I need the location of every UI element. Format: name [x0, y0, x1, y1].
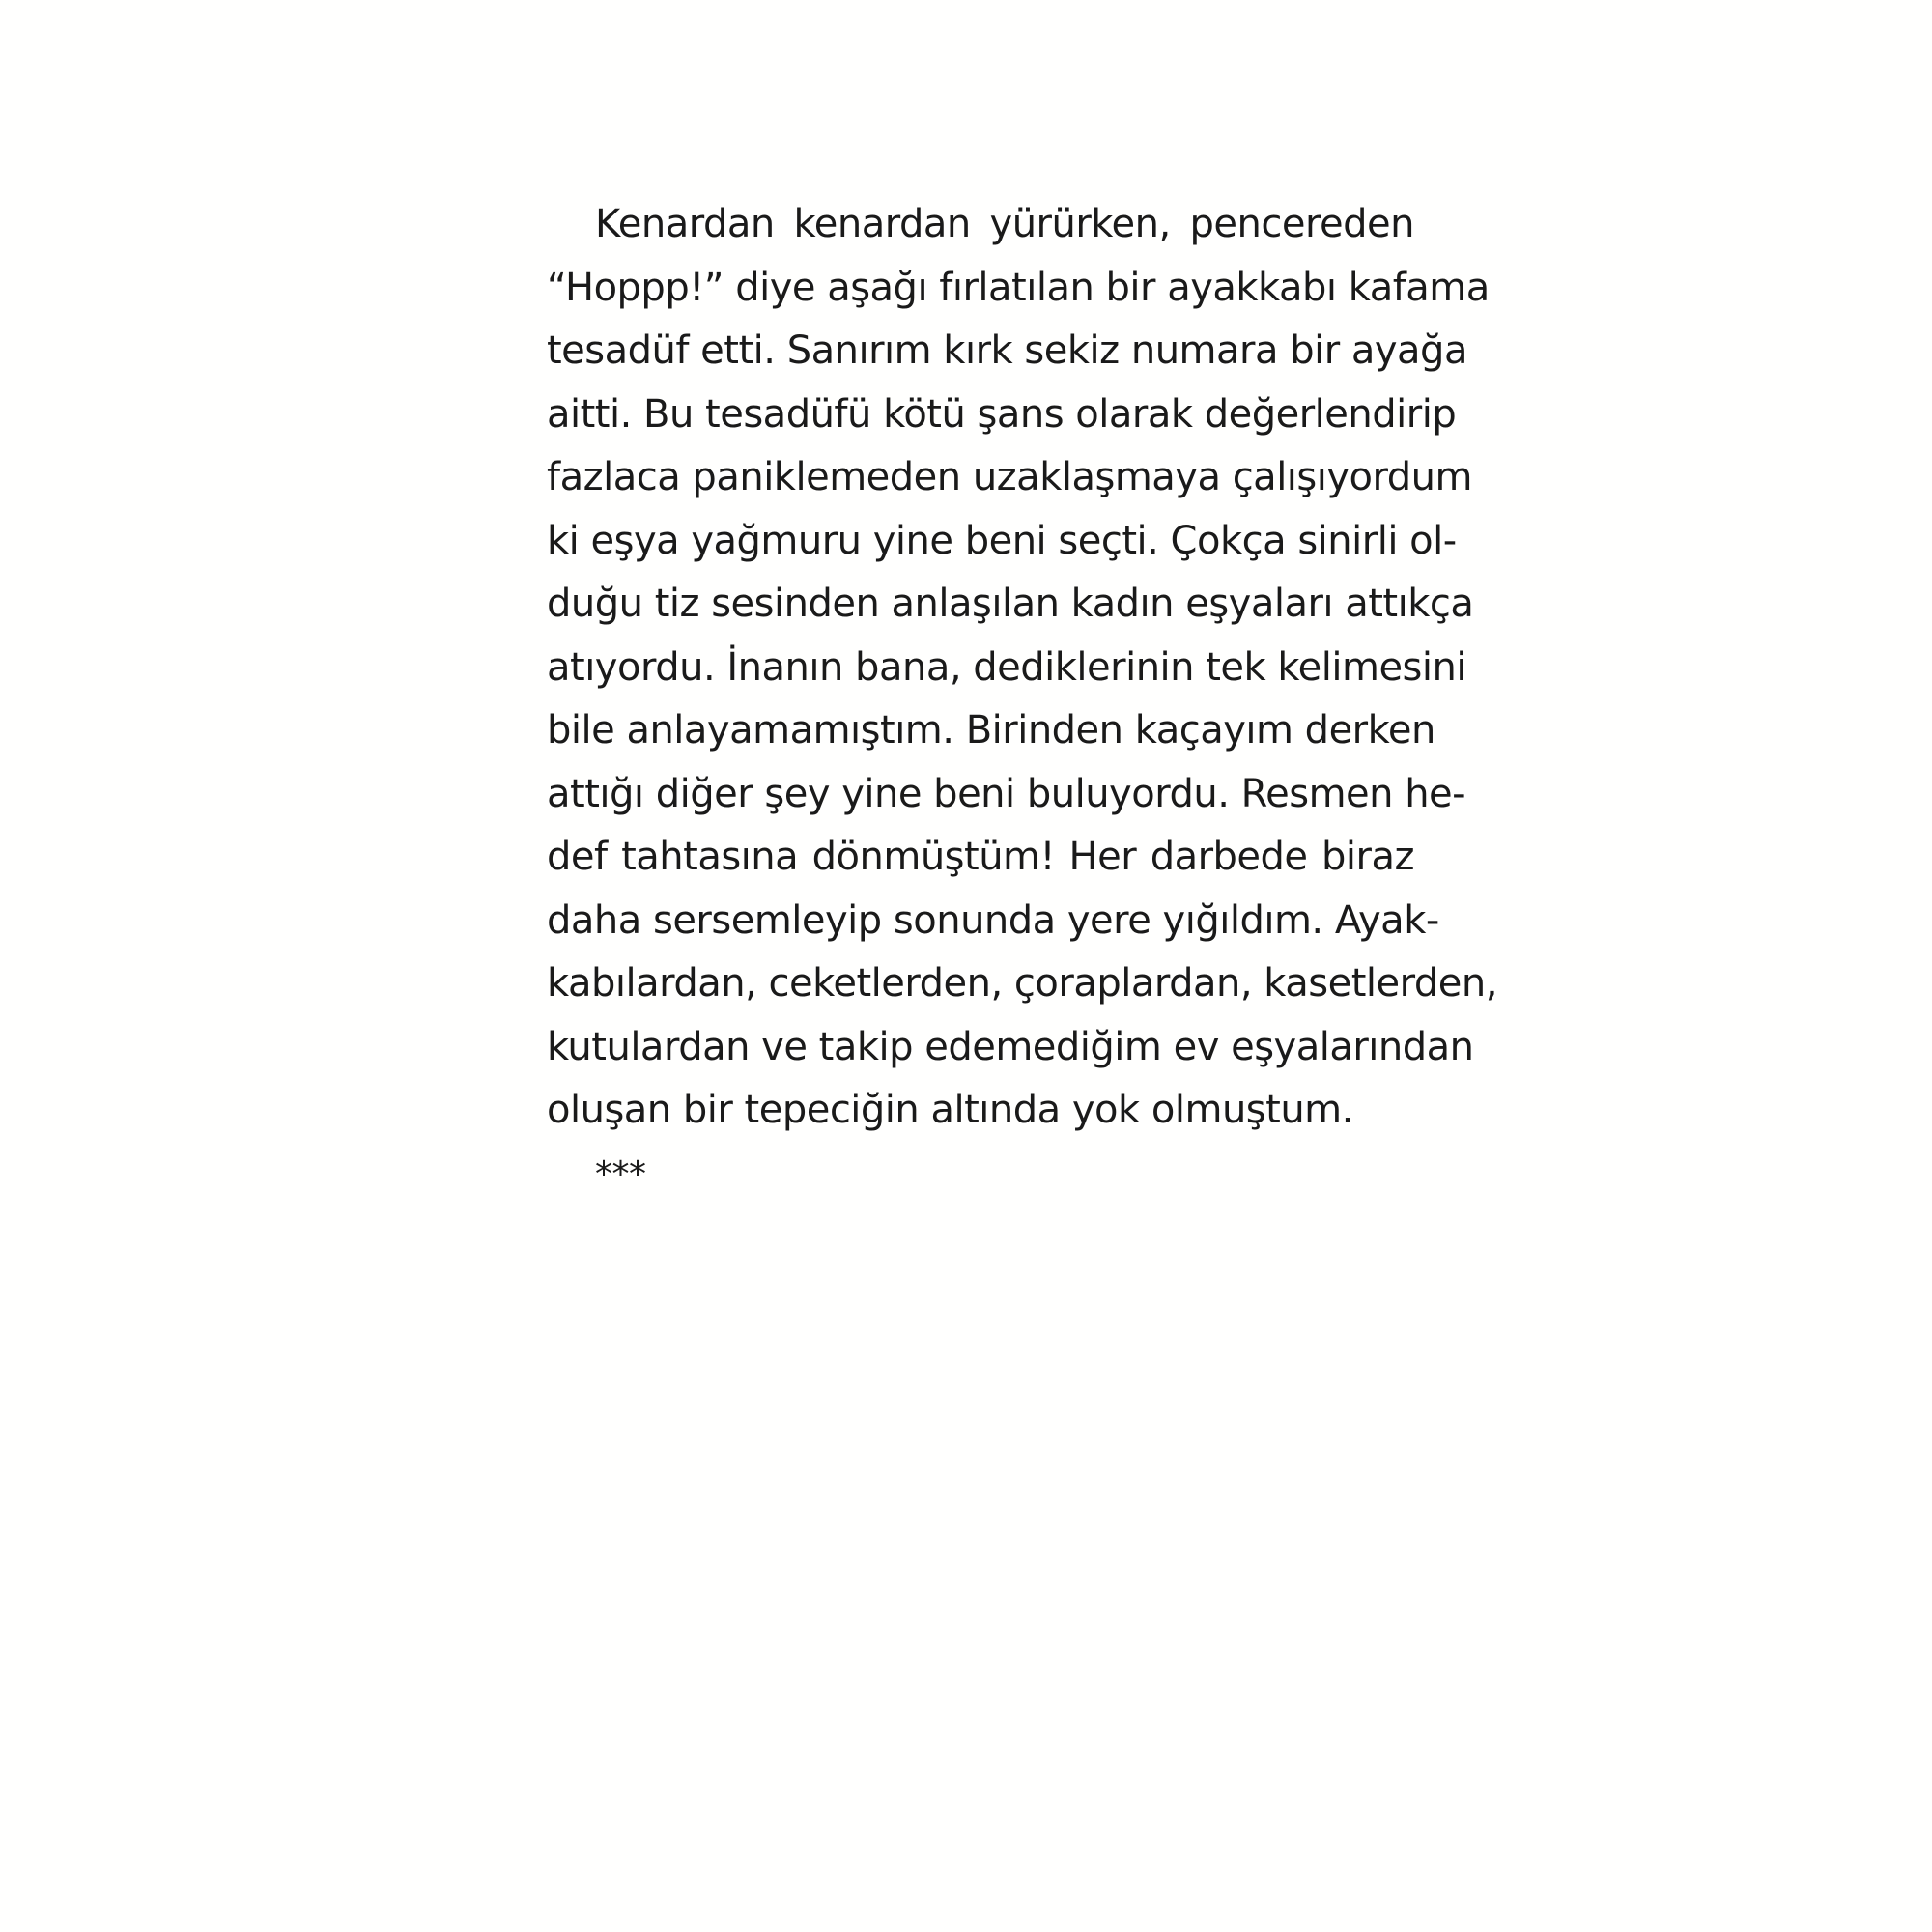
- paragraph-line: duğu tiz sesinden anlaşılan kadın eşyaları attıkça: [547, 582, 1474, 626]
- paragraph-line: atıyordu. İnanın bana, dediklerinin tek kelimesini: [547, 644, 1466, 690]
- body-paragraph: [547, 193, 1497, 1206]
- paragraph-line: def tahtasına dönmüştüm! Her darbede biraz: [547, 835, 1414, 879]
- paragraph-line: oluşan bir tepeciğin altında yok olmuştum.: [547, 1088, 1353, 1132]
- paragraph-line: kabılardan, ceketlerden, çoraplardan, kasetlerden,: [547, 961, 1497, 1006]
- paragraph-line: kutulardan ve takip edemediğim ev eşyalarından: [547, 1024, 1474, 1069]
- paragraph-line: aitti. Bu tesadüfü kötü şans olarak değerlendirip: [547, 391, 1457, 437]
- paragraph-line: tesadüf etti. Sanırım kırk sekiz numara bir ayağa: [547, 328, 1467, 373]
- paragraph-line: fazlaca paniklemeden uzaklaşmaya çalışıyordum: [547, 455, 1472, 499]
- paragraph-line: “Hoppp!” diye aşağı fırlatılan bir ayakkabı kafama: [547, 265, 1490, 310]
- section-separator: ***: [595, 1153, 646, 1194]
- paragraph-line: bile anlayamamıştım. Birinden kaçayım derken: [547, 708, 1435, 753]
- paragraph-line: ki eşya yağmuru yine beni seçti. Çokça sinirli ol-: [547, 518, 1457, 563]
- paragraph-line: daha sersemleyip sonunda yere yığıldım. Ayak-: [547, 897, 1439, 943]
- paragraph-line: attığı diğer şey yine beni buluyordu. Resmen he-: [547, 771, 1466, 816]
- paragraph-line: Kenardan kenardan yürürken, pencereden: [595, 202, 1414, 246]
